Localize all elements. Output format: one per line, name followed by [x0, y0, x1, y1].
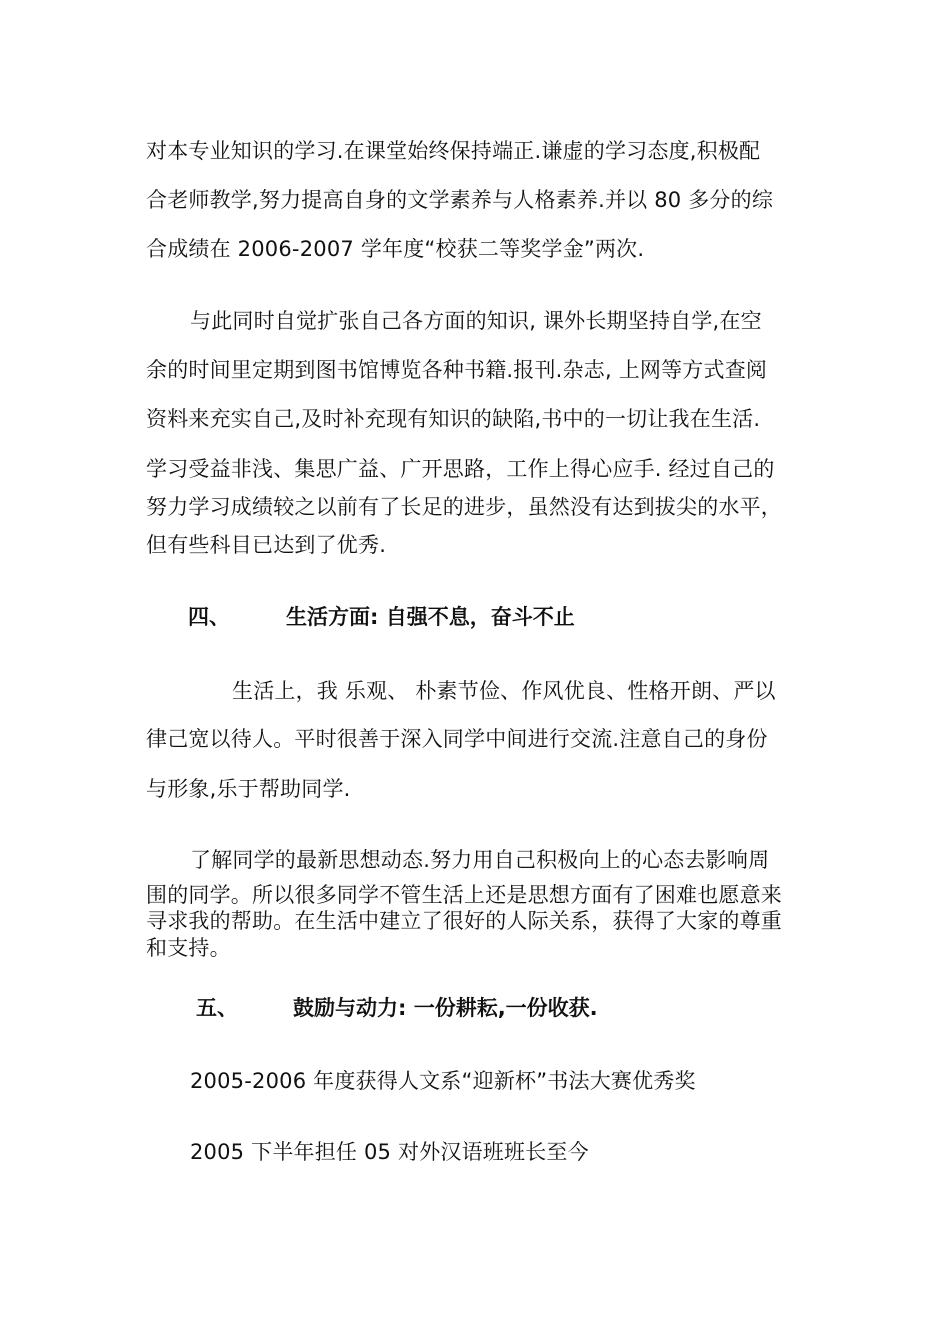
paragraph-1-line-2: 合老师教学,努力提高自身的文学素养与人格素养.并以 80 多分的综: [146, 188, 774, 212]
paragraph-4-line-2: 围的同学。所以很多同学不管生活上还是思想方面有了困难也愿意来: [146, 883, 782, 907]
paragraph-4-line-1: 了解同学的最新思想动态.努力用自己积极向上的心态去影响周: [190, 848, 770, 872]
paragraph-4-line-3: 寻求我的帮助。在生活中建立了很好的人际关系，获得了大家的尊重: [146, 909, 782, 933]
paragraph-2-line-4: 学习受益非浅、集思广益、广开思路，工作上得心应手. 经过自己的: [146, 457, 775, 481]
paragraph-3-line-3: 与形象,乐于帮助同学.: [146, 777, 351, 801]
award-item-2: 2005 下半年担任 05 对外汉语班班长至今: [190, 1140, 589, 1164]
section-four-number: 四、: [188, 605, 230, 629]
paragraph-2-line-2: 余的时间里定期到图书馆博览各种书籍.报刊.杂志, 上网等方式查阅: [146, 358, 768, 382]
award-item-1: 2005-2006 年度获得人文系“迎新杯”书法大赛优秀奖: [190, 1069, 696, 1093]
section-five-title: 鼓励与动力: 一份耕耘,一份收获.: [293, 996, 598, 1020]
paragraph-4-line-4: 和支持。: [146, 936, 231, 960]
section-four-title: 生活方面: 自强不息，奋斗不止: [286, 605, 575, 629]
paragraph-2-line-5: 努力学习成绩较之以前有了长足的进步，虽然没有达到拔尖的水平，: [146, 495, 782, 519]
paragraph-2-line-6: 但有些科目已达到了优秀.: [146, 533, 387, 557]
paragraph-2-line-3: 资料来充实自己,及时补充现有知识的缺陷,书中的一切让我在生活.: [146, 407, 761, 431]
paragraph-2-line-1: 与此同时自觉扩张自己各方面的知识, 课外长期坚持自学,在空: [190, 309, 762, 333]
paragraph-1-line-1: 对本专业知识的学习.在课堂始终保持端正.谦虚的学习态度,积极配: [146, 139, 761, 163]
paragraph-1-line-3: 合成绩在 2006-2007 学年度“校获二等奖学金”两次.: [146, 237, 645, 261]
paragraph-3-line-2: 律己宽以待人。平时很善于深入同学中间进行交流.注意自己的身份: [146, 727, 768, 751]
section-five-number: 五、: [196, 996, 238, 1020]
paragraph-3-line-1: 生活上，我 乐观、 朴素节俭、作风优良、性格开朗、严以: [232, 679, 776, 703]
